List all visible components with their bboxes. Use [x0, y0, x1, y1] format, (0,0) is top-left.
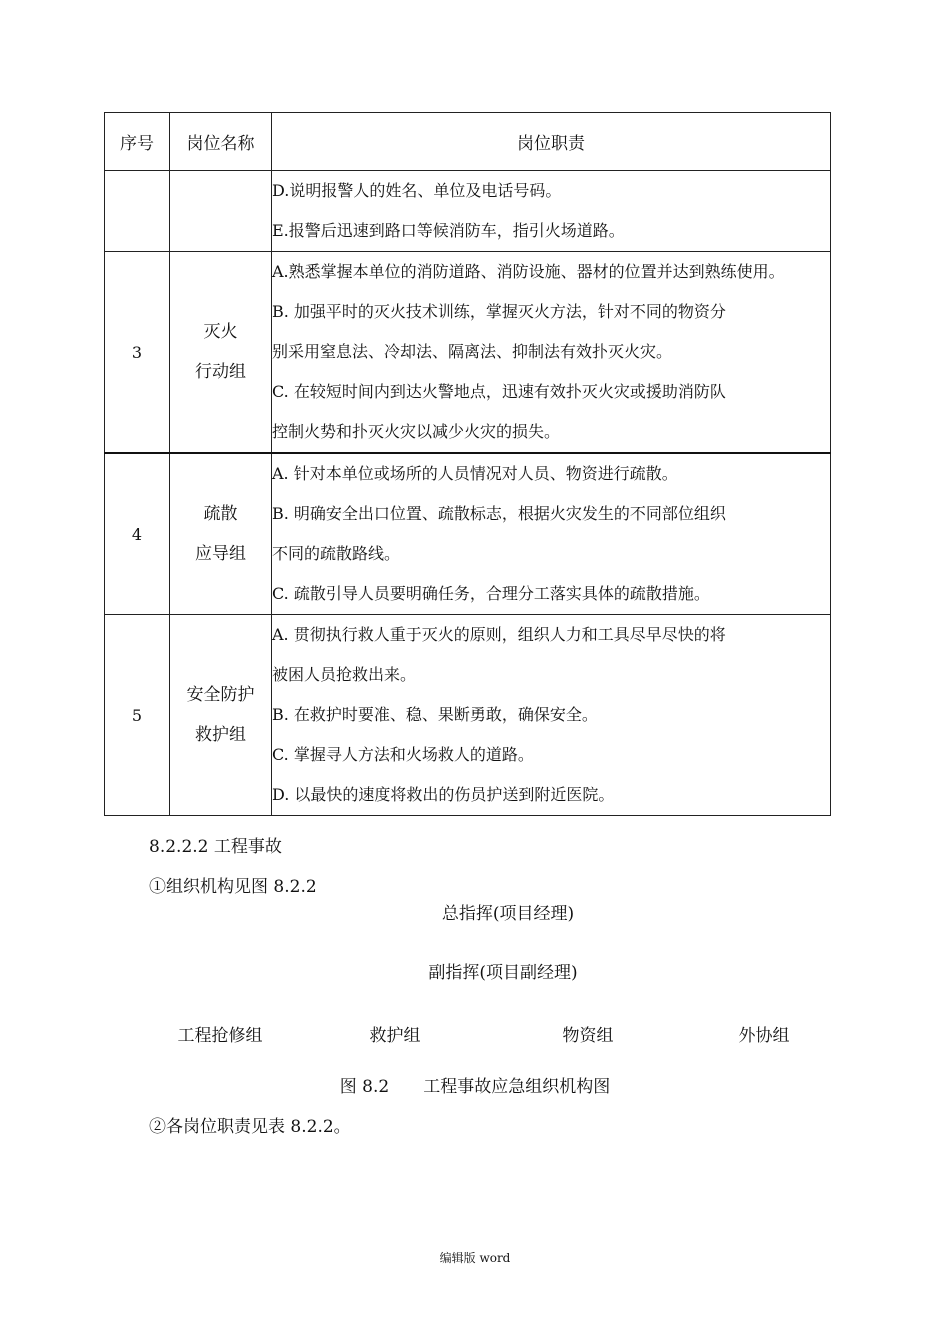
duty-line: 不同的疏散路线。: [272, 544, 401, 563]
duty-line: B. 在救护时要准、稳、果断勇敢，确保安全。: [272, 705, 598, 724]
org-chart-group: 工程抢修组: [177, 1026, 263, 1046]
row-name-line: 疏散: [203, 504, 238, 524]
duty-table: [104, 112, 831, 816]
section-heading: 8.2.2.2 工程事故: [149, 837, 282, 857]
row-num: 4: [105, 453, 170, 615]
row-name: [170, 171, 272, 252]
header-seq: 序号: [105, 113, 170, 171]
row-num: 5: [105, 615, 170, 816]
table-header-row: [105, 113, 831, 171]
row-name: [170, 615, 272, 816]
duty-line: B. 加强平时的灭火技术训练，掌握灭火方法，针对不同的物资分: [272, 302, 726, 321]
row-duties: [272, 252, 831, 454]
row-duties: [272, 615, 831, 816]
org-chart-commander: 总指挥(项目经理): [441, 904, 575, 924]
duty-line: A. 针对本单位或场所的人员情况对人员、物资进行疏散。: [272, 464, 678, 483]
duty-line: 被困人员抢救出来。: [272, 665, 417, 684]
row-duties: [272, 171, 831, 252]
duty-line: 别采用窒息法、冷却法、隔离法、抑制法有效扑灭火灾。: [272, 342, 673, 361]
org-chart-group: 外协组: [738, 1026, 790, 1046]
duty-line: A. 贯彻执行救人重于灭火的原则，组织人力和工具尽早尽快的将: [272, 625, 726, 644]
table-row: [105, 171, 831, 252]
org-chart-group: 物资组: [562, 1026, 614, 1046]
org-chart-reference: ①组织机构见图 8.2.2: [149, 877, 317, 897]
duty-line: 控制火势和扑灭火灾以减少火灾的损失。: [272, 422, 561, 441]
page-footer: 编辑版 word: [439, 1251, 511, 1265]
duty-line: D. 以最快的速度将救出的伤员护送到附近医院。: [272, 785, 615, 804]
table-row: [105, 252, 831, 454]
table-row: [105, 615, 831, 816]
duty-line: D.说明报警人的姓名、单位及电话号码。: [272, 181, 562, 200]
header-post-name: 岗位名称: [170, 113, 272, 171]
duty-table-reference: ②各岗位职责见表 8.2.2。: [149, 1117, 351, 1137]
duty-line: C. 疏散引导人员要明确任务，合理分工落实具体的疏散措施。: [272, 584, 710, 603]
row-name: [170, 252, 272, 454]
row-name: [170, 453, 272, 615]
duty-line: E.报警后迅速到路口等候消防车，指引火场道路。: [272, 221, 625, 240]
row-name-line: 救护组: [195, 725, 246, 745]
row-name-line: 应导组: [195, 544, 246, 564]
row-name-line: 行动组: [195, 362, 246, 382]
table-row: [105, 453, 831, 615]
org-chart-group: 救护组: [369, 1026, 421, 1046]
duty-line: C. 掌握寻人方法和火场救人的道路。: [272, 745, 534, 764]
duty-line: B. 明确安全出口位置、疏散标志，根据火灾发生的不同部位组织: [272, 504, 726, 523]
row-duties: [272, 453, 831, 615]
row-name-line: 灭火: [203, 322, 238, 342]
row-num: 3: [105, 252, 170, 454]
header-duties: 岗位职责: [272, 113, 831, 171]
figure-caption: 图 8.2 工程事故应急组织机构图: [339, 1077, 611, 1097]
org-chart-deputy: 副指挥(项目副经理): [428, 963, 578, 983]
duty-line: C. 在较短时间内到达火警地点，迅速有效扑灭火灾或援助消防队: [272, 382, 726, 401]
duty-line: A.熟悉掌握本单位的消防道路、消防设施、器材的位置并达到熟练使用。: [272, 262, 785, 281]
row-name-line: 安全防护: [186, 685, 255, 705]
row-num: [105, 171, 170, 252]
